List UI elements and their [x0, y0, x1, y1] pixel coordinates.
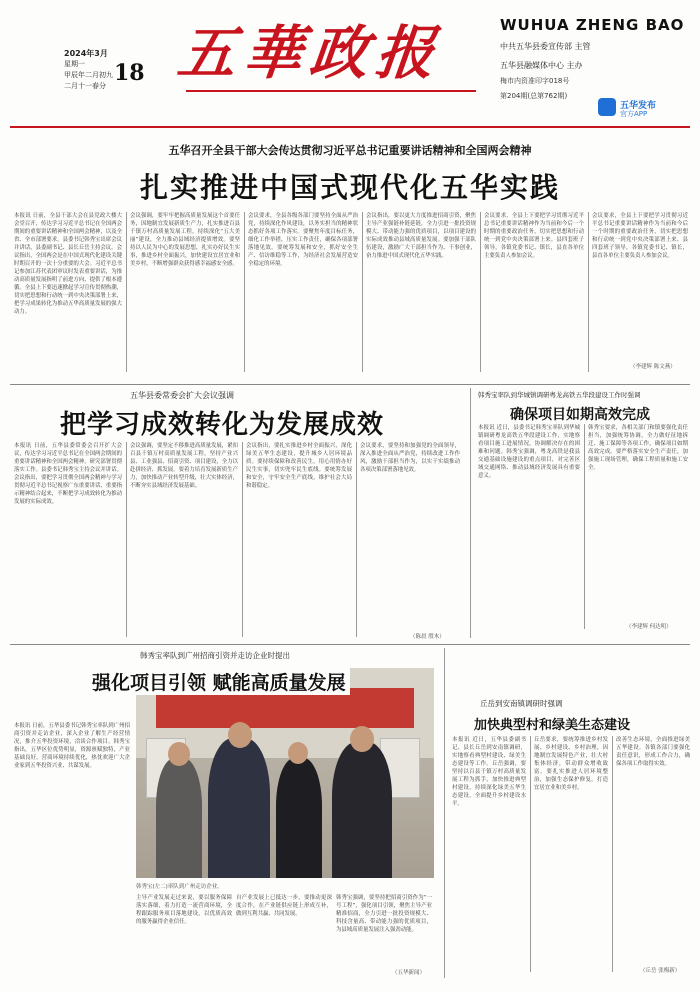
section-rule	[10, 384, 690, 385]
lead-kicker: 五华召开全县干部大会传达贯彻习近平总书记重要讲话精神和全国两会精神	[168, 144, 532, 157]
article3-byline: （李建辉 何达明）	[626, 624, 672, 630]
sponsor-line: 中共五华县委宣传部 主管	[500, 42, 591, 51]
article3-headline: 确保项目如期高效完成	[510, 407, 650, 423]
lead-col-5: 会议要求，全县上下要把学习贯彻习近平总书记重要讲话精神作为当前和今后一个时期的重要政治任务，切实把思想和行动统一到党中央决策部署上来。县四套班子领导，各镇党委书记、镇长，县直各单位主要负责人参加会议。	[484, 213, 584, 259]
column-rule	[356, 442, 357, 637]
column-rule	[126, 212, 127, 372]
issue-number: 第204期(总第762期)	[500, 92, 568, 100]
article4-photo	[136, 668, 434, 878]
article2-col-4: 会议要求，要坚持和加强党的全面领导，深入推进全面从严治党，持续改进工作作风，激励干部担当作为，以实干实绩推动各项决策部署落地见效。	[360, 443, 460, 473]
article4-headline: 强化项目引领 赋能高质量发展	[88, 668, 350, 695]
masthead-info	[500, 16, 690, 102]
photo-person	[208, 738, 270, 878]
publication-number: 梅市内资准印字018号	[500, 77, 570, 85]
lead-col-4: 会议指出，要以更大力度推进招商引资，聚焦主导产业强链补链延链，全力引进一批投资规模大、带动能力强的优质项目，以项目建设的实际成效推动县域高质量发展。要加强干部队伍建设，激励广大干部担当作为、干事创业，奋力推进中国式现代化五华实践。	[366, 213, 476, 259]
article3-col-1: 本报讯 近日，县委书记韩秀宝率队到华城镇调研粤龙高铁五华段建设工作，实地察看项目施工进展情况，协调解决存在的困难和问题。韩秀宝强调，粤龙高铁是我县交通基础设施建设的重点项目，对完善区域交通网络、推动县域经济发展具有重要意义。	[478, 425, 580, 479]
column-rule	[612, 736, 613, 972]
column-rule	[588, 212, 589, 372]
app-subtitle: 官方APP	[620, 110, 648, 118]
photo-person-head	[228, 722, 252, 748]
masthead-rule	[10, 126, 690, 128]
section-rule	[10, 644, 690, 645]
article4-kicker: 韩秀宝率队到广州招商引资并走访企业时提出	[140, 651, 290, 660]
article4-col-3: 自产业发展上已抵达一步，要推动更深度合作，在产业链供应链上形成互补，做到互利共赢、共同发展。	[236, 895, 332, 917]
photo-person	[276, 758, 322, 878]
weekday: 星期一	[64, 60, 85, 68]
article4-col-2: 主导产业发展走过来说，要以服务保障落实落细，着力打造一流营商环境，全程跟踪服务项目落地建设，以优质高效的服务赢得企业信任。	[136, 895, 232, 925]
column-rule	[444, 648, 445, 978]
column-rule	[530, 736, 531, 972]
column-rule	[584, 424, 585, 629]
article2-col-1: 本报讯 日前，五华县委常委会召开扩大会议，传达学习习近平总书记在全国两会期间的重要讲话精神和全国两会精神，研究部署贯彻落实工作。县委书记韩秀宝主持会议并讲话。会议指出，要把学习贯彻全国两会精神与学习贯彻习近平总书记视察广东重要讲话、重要指示精神结合起来，不断把学习成效转化为推动发展的实际成效。	[14, 443, 122, 505]
photo-person-head	[168, 742, 190, 766]
column-rule	[242, 442, 243, 637]
photo-person	[156, 758, 202, 878]
photo-person-head	[350, 726, 374, 752]
lead-col-3: 会议要求，全县各级各部门要坚持全面从严治党，持续深化作风建设，以务实担当的精神状态抓好各项工作落实。要聚焦年度目标任务，细化工作举措，压实工作责任，确保各项部署落地见效。要统筹发展和安全，抓好安全生产、信访维稳等工作，为经济社会发展营造安全稳定的环境。	[248, 213, 358, 267]
column-rule	[244, 212, 245, 372]
article2-byline: （陈晨 殷木）	[410, 634, 445, 640]
logo-underline	[186, 90, 476, 92]
lead-col-1: 本报讯 日前，全县干部大会在县党政大楼大会堂召开，传达学习习近平总书记在全国两会期间的重要讲话精神和全国两会精神，以及全省、全市部署要求。县委书记韩秀宝出席会议并讲话，县委副书记、县长丘岳主持会议。会议指出，全国两会是在中国式现代化建设关键时期召开的一次十分重要的大会。习近平总书记参加江苏代表团审议时发表重要讲话，为推动高质量发展指明了前进方向、提供了根本遵循。全县上下要迅速掀起学习宣传贯彻热潮，切实把思想和行动统一到中央决策部署上来，把学习成果转化为推动五华高质量发展的强大动力。	[14, 213, 122, 315]
article3-col-2: 韩秀宝要求，各相关部门和镇要强化责任担当，加强统筹协调，全力做好征地拆迁、施工保障等各项工作，确保项目如期高效完成。要严格落实安全生产责任，加强施工现场管理，确保工程质量和施工安全。	[588, 425, 688, 471]
article4-col-1: 本报讯 日前，五华县委书记韩秀宝率队到广州招商引资并走访企业，深入企业了解生产经营情况，推介五华投资环境，洽谈合作项目。韩秀宝指出，五华区位优势明显，资源禀赋独特，产业基础良好，营商环境持续优化，热忱欢迎广大企业家到五华投资兴业、共谋发展。	[14, 723, 130, 769]
column-rule	[470, 388, 471, 638]
article2-headline: 把学习成效转化为发展成效	[60, 410, 385, 440]
article5-kicker: 丘岳到安南镇调研时强调	[480, 699, 563, 708]
article2-col-3: 会议指出，要扎实推进乡村全面振兴，深化绿美五华生态建设，提升城乡人居环境品质。要持续保障和改善民生，用心用情办好民生实事，切实兜牢民生底线。要统筹发展和安全，守牢安全生产底线，维护社会大局和谐稳定。	[246, 443, 352, 489]
newspaper-logo: 五華政报	[174, 19, 446, 87]
article5-headline: 加快典型村和绿美生态建设	[474, 718, 631, 733]
english-title: WUHUA ZHENG BAO	[500, 16, 685, 34]
solar-term: 二月十一春分	[64, 82, 106, 90]
app-name: 五华发布	[620, 101, 657, 111]
article5-col-3: 改善生态环境，全面推进绿美五华建设。各镇各部门要强化责任意识，形成工作合力，确保各项工作取得实效。	[616, 737, 690, 767]
app-icon	[598, 98, 616, 116]
lead-col-6: 会议要求，全县上下要把学习贯彻习近平总书记重要讲话精神作为当前和今后一个时期的重要政治任务，切实把思想和行动统一到党中央决策部署上来。县四套班子领导，各镇党委书记、镇长，县直各单位主要负责人参加会议。	[592, 213, 688, 259]
sponsor-line: 五华县融媒体中心 主办	[500, 61, 583, 70]
article5-byline: （丘岳 张梅新）	[640, 968, 681, 974]
article3-kicker: 韩秀宝率队到华城镇调研粤龙高铁五华段建设工作时强调	[478, 391, 641, 399]
column-rule	[126, 442, 127, 637]
app-badge	[598, 98, 694, 120]
page-number: 18	[114, 60, 145, 86]
article4-byline: （五华新闻）	[392, 970, 426, 976]
masthead	[8, 8, 692, 118]
article2-kicker: 五华县委常委会扩大会议强调	[130, 391, 234, 400]
article2-col-2: 会议强调，要坚定不移推进高质量发展，紧扣百县千镇万村高质量发展工程，坚持产业兴县、工业强县、招商引资、项目建设，全力以赴拼经济、抓发展。要着力培育发展新质生产力，加快推动产业转型升级，壮大实体经济，不断夯实县域经济发展基础。	[130, 443, 238, 489]
lunar-date: 甲辰年二月初九	[64, 71, 113, 79]
article4-col-4: 韩秀宝强调，要坚持把招商引资作为“一号工程”，强化项目引领，聚焦主导产业精准招商，全力引进一批投资规模大、科技含量高、带动能力强的优质项目，为县域高质量发展注入强劲动能。	[336, 895, 432, 933]
photo-caption: 韩秀宝(左二)率队到广州走访企业。	[136, 884, 223, 890]
photo-person-head	[288, 742, 308, 764]
column-rule	[362, 212, 363, 372]
lead-col-2: 会议强调，要牢牢把握高质量发展这个首要任务，因地制宜发展新质生产力，扎实推进百县千镇万村高质量发展工程，持续深化“五大美丽”建设，全力推动县域经济提质增效。要坚持以人民为中心的发展思想，扎实办好民生实事，推进乡村全面振兴，加快建设宜居宜业和美乡村，不断增强群众获得感幸福感安全感。	[130, 213, 240, 267]
date-line: 2024年3月	[64, 49, 108, 58]
photo-person	[332, 742, 392, 878]
lead-byline: （李建辉 陈文燕）	[630, 364, 676, 370]
column-rule	[480, 212, 481, 372]
article5-col-1: 本报讯 近日，五华县委副书记、县长丘岳到安南镇调研，实地察看典型村建设、绿美生态建设等工作。丘岳强调，要坚持以百县千镇万村高质量发展工程为抓手，加快推进典型村建设，持续深化绿美五华生态建设，全面提升乡村建设水平。	[452, 737, 526, 807]
article5-col-2: 丘岳要求，要统筹推进乡村发展、乡村建设、乡村治理，因地制宜发展特色产业，壮大村集体经济，带动群众增收致富。要扎实推进人居环境整治，加强生态保护修复，打造宜居宜业和美乡村。	[534, 737, 608, 791]
lead-headline: 扎实推进中国式现代化五华实践	[139, 171, 560, 204]
